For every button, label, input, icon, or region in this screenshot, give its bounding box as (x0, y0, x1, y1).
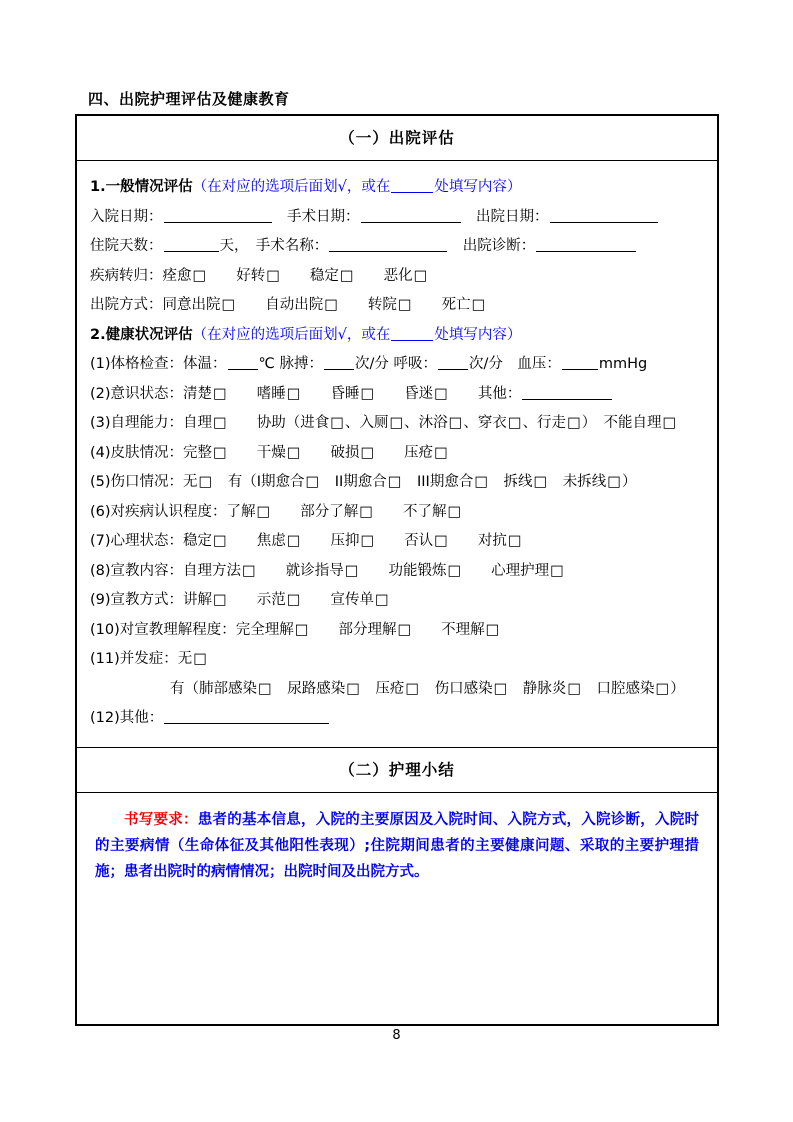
form-label: 对抗 (448, 533, 507, 549)
checkbox-icon: □ (360, 385, 375, 402)
form-label: (12)其他： (90, 710, 164, 726)
checkbox-icon: □ (213, 415, 227, 431)
form-label: 出院日期： (461, 208, 549, 225)
form-label: 口腔感染 (582, 680, 655, 697)
checkbox-icon: □ (434, 385, 448, 402)
form-label: 其他： (448, 385, 522, 402)
fill-in-blank (391, 178, 433, 193)
checkbox-icon: □ (607, 474, 621, 490)
checkbox-icon: □ (485, 621, 500, 638)
checkbox-icon: □ (447, 562, 462, 579)
form-label: 压疮 (375, 444, 434, 461)
form-label: ） (670, 680, 685, 697)
form-label: 部分了解 (271, 503, 359, 520)
line-other (90, 704, 704, 734)
form-label: （在对应的选项后面划√，或在 (192, 179, 391, 195)
checkbox-icon: □ (198, 474, 213, 490)
form-label: 处填写内容） (434, 326, 522, 343)
checkbox-icon: □ (413, 267, 428, 284)
form-label: 拆线 (489, 474, 533, 490)
form-label: (9)宣教方式：讲解 (90, 592, 213, 608)
form-label: 自动出院 (236, 297, 324, 313)
checkbox-icon: □ (533, 474, 548, 490)
form-label: 、行走 (522, 415, 567, 431)
writing-requirements-text: 患者的基本信息，入院的主要原因及入院时间、入院方式，入院诊断，入院时的主要病情（生命体征及其他阳性表现）;住院期间患者的主要健康问题、采取的主要护理措施；患者出院时的病情情况；出院时间及出院方式。 (95, 811, 699, 880)
form-label: (4)皮肤情况：完整 (90, 444, 213, 461)
form-label: 天， 手术名称： (219, 238, 329, 254)
form-label: (5)伤口情况：无 (90, 474, 198, 490)
form-label: 出院方式：同意出院 (90, 297, 221, 313)
form-label: 次/分 血压： (468, 356, 561, 372)
form-label: 次/分 呼吸： (354, 356, 437, 372)
form-label: 有（I期愈合 (213, 474, 305, 490)
checkbox-icon: □ (655, 680, 670, 697)
form-label: 手术日期： (272, 208, 360, 225)
checkbox-icon: □ (360, 533, 375, 549)
checkbox-icon: □ (344, 562, 359, 579)
form-label: （在对应的选项后面划√，或在 (192, 326, 391, 343)
line-education-method (90, 586, 704, 616)
form-label: 部分理解 (309, 621, 397, 638)
line-self-care (90, 409, 704, 439)
form-label: (6)对疾病认识程度：了解 (90, 503, 256, 520)
checkbox-icon: □ (507, 533, 522, 549)
checkbox-icon: □ (330, 415, 344, 431)
checkbox-icon: □ (389, 415, 404, 431)
form-label: (8)宣教内容：自理方法 (90, 562, 242, 579)
fill-in-blank (438, 355, 468, 370)
assessment-lines (77, 160, 717, 747)
checkbox-icon: □ (192, 267, 207, 284)
checkbox-icon: □ (567, 680, 582, 697)
form-label: ） 不能自理 (581, 415, 662, 431)
form-label: 不了解 (373, 503, 447, 520)
checkbox-icon: □ (507, 415, 522, 431)
form-label: 1.一般情况评估 (90, 179, 193, 195)
form-label: (3)自理能力：自理 (90, 415, 213, 431)
checkbox-icon: □ (339, 267, 354, 284)
fill-in-blank (228, 355, 258, 370)
page-number: 8 (392, 1028, 401, 1043)
form-label: 2.健康状况评估 (90, 326, 193, 343)
fill-in-blank (550, 208, 658, 223)
checkbox-icon: □ (213, 533, 227, 549)
checkbox-icon: □ (242, 562, 256, 579)
checkbox-icon: □ (256, 503, 271, 520)
checkbox-icon: □ (286, 533, 301, 549)
checkbox-icon: □ (374, 592, 389, 608)
line-complications-none (90, 645, 704, 675)
writing-requirements-label: 书写要求： (124, 811, 198, 828)
checkbox-icon: □ (434, 533, 448, 549)
fill-in-blank (361, 208, 461, 223)
fill-in-blank (522, 385, 612, 400)
form-label: 宣传单 (301, 592, 374, 608)
form-label: 功能锻炼 (359, 562, 447, 579)
form-label: 昏迷 (375, 385, 434, 402)
form-label: 静脉炎 (508, 680, 567, 697)
checkbox-icon: □ (550, 562, 564, 579)
form-label: 压疮 (360, 680, 405, 697)
checkbox-icon: □ (286, 385, 301, 402)
checkbox-icon: □ (474, 474, 489, 490)
line-education-content (90, 557, 704, 587)
checkbox-icon: □ (213, 592, 227, 608)
form-label: mmHg (598, 356, 648, 372)
checkbox-icon: □ (359, 503, 373, 520)
form-label: 压抑 (301, 533, 360, 549)
checkbox-icon: □ (471, 297, 486, 313)
checkbox-icon: □ (397, 621, 412, 638)
nursing-summary-body (77, 792, 717, 1024)
checkbox-icon: □ (434, 444, 448, 461)
form-label: 破损 (301, 444, 360, 461)
form-label: 协助（进食 (227, 415, 330, 431)
line-complications-list (90, 675, 704, 705)
fill-in-blank (391, 326, 433, 341)
form-label: (10)对宣教理解程度：完全理解 (90, 621, 294, 638)
line-wound (90, 468, 704, 498)
checkbox-icon: □ (360, 444, 375, 461)
form-label: 入院日期： (90, 208, 163, 225)
line-psych-state (90, 527, 704, 557)
checkbox-icon: □ (286, 592, 301, 608)
fill-in-blank (164, 208, 272, 223)
writing-requirements (95, 807, 699, 885)
form-label: 疾病转归：痊愈 (90, 267, 192, 284)
form-label: 嗜睡 (227, 385, 286, 402)
form-label: (11)并发症：无 (90, 651, 193, 667)
checkbox-icon: □ (305, 474, 320, 490)
health-assessment-heading (90, 321, 704, 351)
form-label: 焦虑 (227, 533, 286, 549)
form-label: 、入厕 (344, 415, 389, 431)
form-label: (2)意识状态：清楚 (90, 385, 213, 402)
checkbox-icon: □ (193, 651, 207, 667)
line-dates (90, 203, 704, 233)
document-title: 四、出院护理评估及健康教育 (88, 90, 290, 108)
checkbox-icon: □ (346, 680, 360, 697)
checkbox-icon: □ (213, 385, 227, 402)
checkbox-icon: □ (448, 415, 463, 431)
general-assessment-heading (90, 173, 704, 203)
form-label: 处填写内容） (434, 179, 522, 195)
checkbox-icon: □ (493, 680, 508, 697)
checkbox-icon: □ (397, 297, 412, 313)
checkbox-icon: □ (405, 680, 420, 697)
form-label: 否认 (375, 533, 434, 549)
form-label: 出院诊断： (448, 238, 536, 254)
assessment-form-table (75, 114, 719, 1026)
line-skin (90, 439, 704, 469)
fill-in-blank (536, 237, 636, 252)
form-label: 不理解 (412, 621, 485, 638)
checkbox-icon: □ (258, 680, 272, 697)
section-header-discharge-assessment: （一）出院评估 (339, 129, 455, 147)
section-header-nursing-summary: （二）护理小结 (77, 747, 717, 792)
form-label: (1)体格检查：体温： (90, 356, 227, 372)
checkbox-icon: □ (213, 444, 227, 461)
form-label: 心理护理 (462, 562, 550, 579)
fill-in-blank (562, 355, 598, 370)
form-label: 昏睡 (301, 385, 360, 402)
form-label: 干燥 (227, 444, 286, 461)
line-education-understanding (90, 616, 704, 646)
form-label: 住院天数： (90, 238, 163, 254)
form-label: 恶化 (354, 267, 413, 284)
form-label: 尿路感染 (272, 680, 346, 697)
form-label: 未拆线 (548, 474, 607, 490)
line-consciousness (90, 380, 704, 410)
checkbox-icon: □ (387, 474, 402, 490)
form-label: 伤口感染 (420, 680, 493, 697)
line-physical-exam (90, 350, 704, 380)
checkbox-icon: □ (266, 267, 280, 284)
form-label: 稳定 (280, 267, 339, 284)
checkbox-icon: □ (324, 297, 338, 313)
form-label: III期愈合 (402, 474, 474, 490)
checkbox-icon: □ (662, 415, 677, 431)
form-label: 转院 (338, 297, 397, 313)
line-stay-surgery-diagnosis (90, 232, 704, 262)
fill-in-blank (164, 237, 219, 252)
line-discharge-method (90, 291, 704, 321)
fill-in-blank (324, 355, 354, 370)
form-label: 有（肺部感染 (170, 680, 257, 697)
checkbox-icon: □ (447, 503, 462, 520)
fill-in-blank (164, 709, 329, 724)
line-disease-outcome (90, 262, 704, 292)
form-label: 示范 (227, 592, 286, 608)
form-label: (7)心理状态：稳定 (90, 533, 213, 549)
checkbox-icon: □ (221, 297, 236, 313)
fill-in-blank (329, 237, 447, 252)
line-disease-awareness (90, 498, 704, 528)
checkbox-icon: □ (286, 444, 301, 461)
form-label: ） (621, 474, 637, 490)
form-label: 、穿衣 (463, 415, 507, 431)
form-label: II期愈合 (320, 474, 387, 490)
checkbox-icon: □ (294, 621, 309, 638)
form-label: 死亡 (412, 297, 471, 313)
form-label: 、沐浴 (404, 415, 448, 431)
checkbox-icon: □ (567, 415, 581, 431)
form-label: ℃ 脉搏： (258, 356, 323, 372)
form-label: 就诊指导 (256, 562, 344, 579)
form-label: 好转 (207, 267, 266, 284)
